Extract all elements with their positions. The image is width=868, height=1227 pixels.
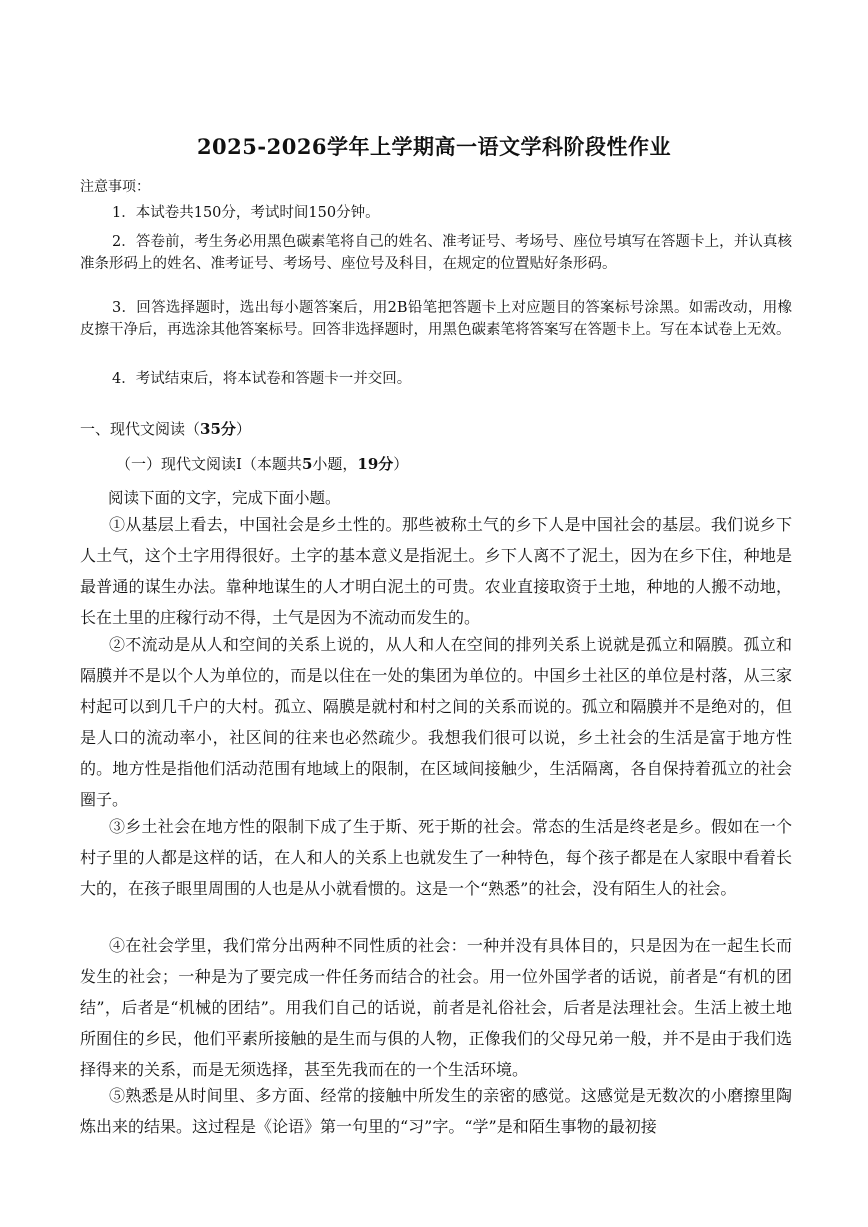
subsection-heading xyxy=(116,453,408,474)
section-suffix: ） xyxy=(235,420,251,438)
notice-item-1: 1．本试卷共150分，考试时间150分钟。 xyxy=(112,205,380,221)
passage-paragraph-5: ⑤熟悉是从时间里、多方面、经常的接触中所发生的亲密的感觉。这感觉是无数次的小磨擦里陶炼出来的结果。这过程是《论语》第一句里的“习”字。“学”是和陌生事物的最初接 xyxy=(80,1086,792,1136)
page-title: 2025-2026学年上学期高一语文学科阶段性作业 xyxy=(196,134,672,159)
subsection-count: 5 xyxy=(301,455,313,473)
subsection-score: 19分 xyxy=(357,455,394,473)
passage-paragraph-1: ①从基层上看去，中国社会是乡土性的。那些被称土气的乡下人是中国社会的基层。我们说乡下人土气，这个土字用得很好。土字的基本意义是指泥土。乡下人离不了泥土，因为在乡下住，种地是最普通的谋生办法。靠种地谋生的人才明白泥土的可贵。农业直接取资于土地，种地的人搬不动地，长在土里的庄稼行动不得，土气是因为不流动而发生的。 xyxy=(80,515,792,627)
section-prefix: 一、现代文阅读（ xyxy=(80,420,201,438)
section-score: 35分 xyxy=(200,420,236,438)
notice-item-2: 2．答卷前，考生务必用黑色碳素笔将自己的姓名、准考证号、考场号、座位号填写在答题卡上，并认真核准条形码上的姓名、准考证号、考场号、座位号及科目，在规定的位置贴好条形码。 xyxy=(80,234,792,272)
passage-paragraph-4: ④在社会学里，我们常分出两种不同性质的社会：一种并没有具体目的，只是因为在一起生长而发生的社会；一种是为了要完成一件任务而结合的社会。用一位外国学者的话说，前者是“有机的团结”，后者是“机械的团结”。用我们自己的话说，前者是礼俗社会，后者是法理社会。生活上被土地所囿住的乡民，他们平素所接触的是生而与俱的人物，正像我们的父母兄弟一般，并不是由于我们选择得来的关系，而是无须选择，甚至先我而在的一个生活环境。 xyxy=(80,936,792,1079)
passage-paragraph-2: ②不流动是从人和空间的关系上说的，从人和人在空间的排列关系上说就是孤立和隔膜。孤立和隔膜并不是以个人为单位的，而是以住在一处的集团为单位的。中国乡土社区的单位是村落，从三家村起可以到几千户的大村。孤立、隔膜是就村和村之间的关系而说的。孤立和隔膜并不是绝对的，但是人口的流动率小，社区间的往来也必然疏少。我想我们很可以说，乡土社会的生活是富于地方性的。地方性是指他们活动范围有地域上的限制，在区域间接触少，生活隔离，各自保持着孤立的社会圈子。 xyxy=(80,635,792,809)
notice-heading: 注意事项： xyxy=(80,179,150,195)
subsection-middle: 小题， xyxy=(312,455,358,473)
notice-item-3: 3．回答选择题时，选出每小题答案后，用2B铅笔把答题卡上对应题目的答案标号涂黑。如需改动，用橡皮擦干净后，再选涂其他答案标号。回答非选择题时，用黑色碳素笔将答案写在答题卡上。写在本试卷上无效。 xyxy=(80,300,792,338)
passage-paragraph-3: ③乡土社会在地方性的限制下成了生于斯、死于斯的社会。常态的生活是终老是乡。假如在一个村子里的人都是这样的话，在人和人的关系上也就发生了一种特色，每个孩子都是在人家眼中看着长大的，在孩子眼里周围的人也是从小就看惯的。这是一个“熟悉”的社会，没有陌生人的社会。 xyxy=(80,817,792,898)
subsection-suffix: ） xyxy=(393,455,409,473)
section-heading xyxy=(80,418,251,439)
notice-item-4: 4．考试结束后，将本试卷和答题卡一并交回。 xyxy=(112,371,412,387)
reading-instruction: 阅读下面的文字，完成下面小题。 xyxy=(108,489,341,507)
subsection-prefix: （一）现代文阅读Ⅰ（本题共 xyxy=(116,455,302,473)
